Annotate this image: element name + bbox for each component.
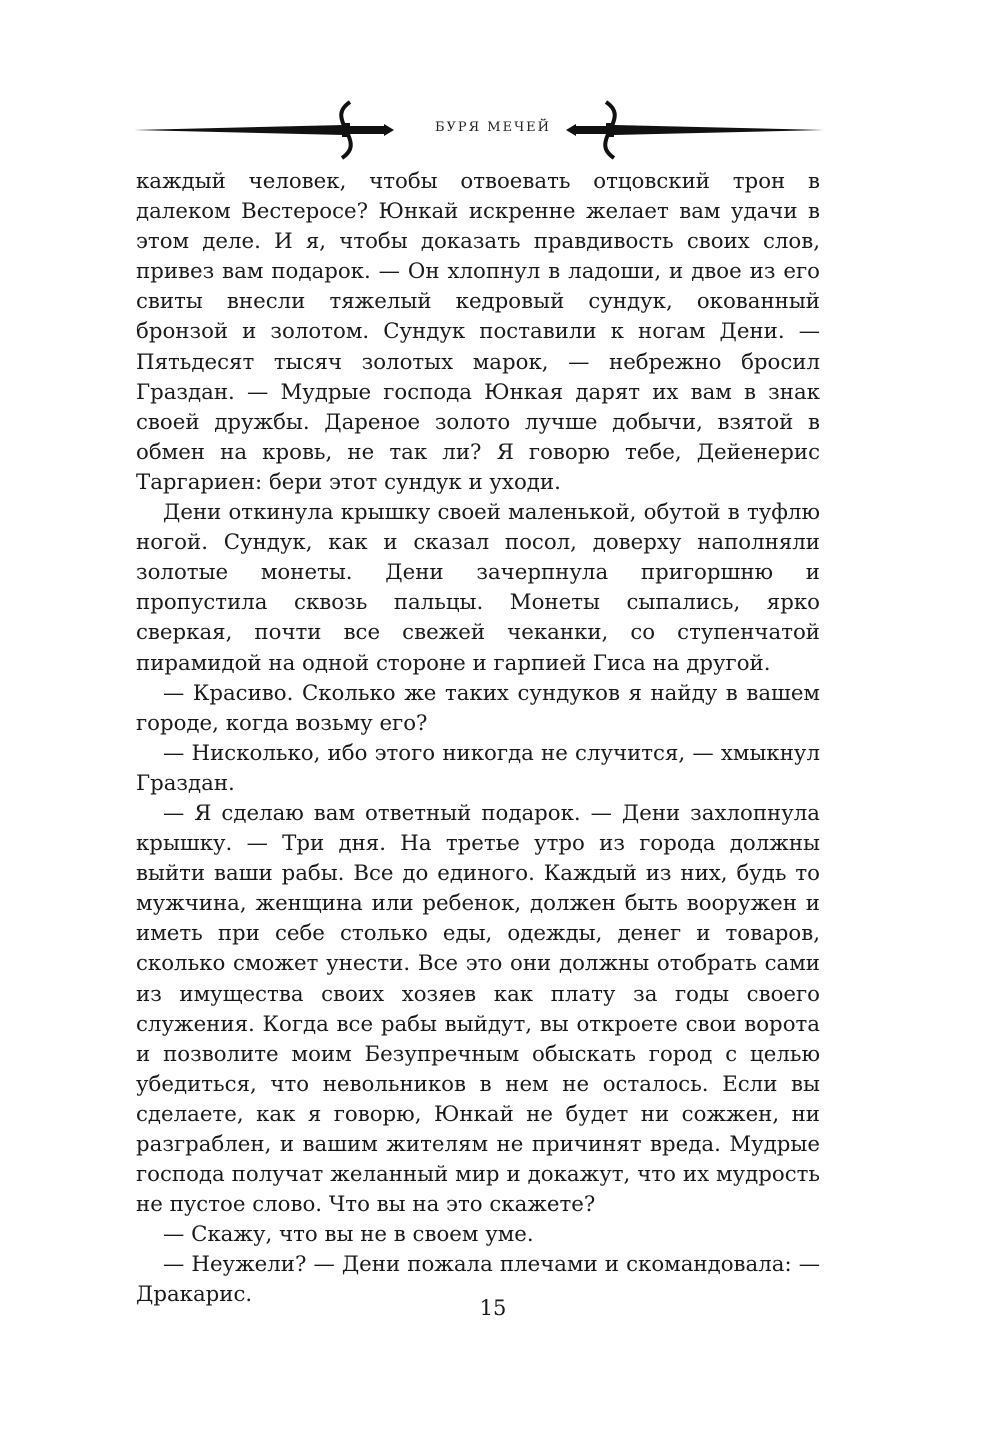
running-header — [0, 96, 986, 166]
sword-ornament-icon — [560, 96, 840, 166]
paragraph: — Я сделаю вам ответный подарок. — Дени захлопнула крышку. — Три дня. На третье утро из города должны выйти ваши рабы. Все до единого. Каждый из них, будь то мужчина, женщина или ребенок, должен быть вооружен и иметь при себе столько еды, одежды, денег и товаров, сколько сможет унести. Все это они должны отобрать сами из имущества своих хозяев как плату за годы своего служения. Когда все рабы выйдут, вы откроете свои ворота и позволите моим Безупречным обыскать город с целью убедиться, что невольников в нем не осталось. Если вы сделаете, как я говорю, Юнкай не будет ни сожжен, ни разграблен, и вашим жителям не причинят вреда. Мудрые господа получат желанный мир и докажут, что их мудрость не пустое слово. Что вы на это скажете? — [136, 800, 820, 1218]
paragraph: — Скажу, что вы не в своем уме. — [163, 1222, 534, 1248]
paragraph: каждый человек, чтобы отвоевать отцовский трон в далеком Вестеросе? Юнкай искренне желает вам удачи в этом деле. И я, чтобы доказать правдивость своих слов, привез вам подарок. — Он хлопнул в ладоши, и двое из его свиты внесли тяжелый кедровый сундук, окованный бронзой и золотом. Сундук поставили к ногам Дени. — Пятьдесят тысяч золотых марок, — небрежно бросил Граздан. — Мудрые господа Юнкая дарят их вам в знак своей дружбы. Дареное золото лучше добычи, взятой в обмен на кровь, не так ли? Я говорю тебе, Дейенерис Таргариен: бери этот сундук и уходи. — [136, 169, 820, 495]
body-text — [136, 167, 820, 1311]
paragraph: — Нисколько, ибо этого никогда не случится, — хмыкнул Граздан. — [136, 740, 820, 796]
paragraph: — Неужели? — Дени пожала плечами и скомандовала: — Дракарис. — [136, 1252, 820, 1308]
paragraph: — Красиво. Сколько же таких сундуков я найду в вашем городе, когда возьму его? — [136, 680, 820, 736]
page-number: 15 — [479, 1296, 507, 1320]
paragraph: Дени откинула крышку своей маленькой, обутой в туфлю ногой. Сундук, как и сказал посол, доверху наполняли золотые монеты. Дени зачерпнула пригоршню и пропустила сквозь пальцы. Монеты сыпались, ярко сверкая, почти все свежей чеканки, со ступенчатой пирамидой на одной стороне и гарпией Гиса на другой. — [136, 500, 820, 676]
running-title: БУРЯ МЕЧЕЙ — [434, 120, 551, 135]
